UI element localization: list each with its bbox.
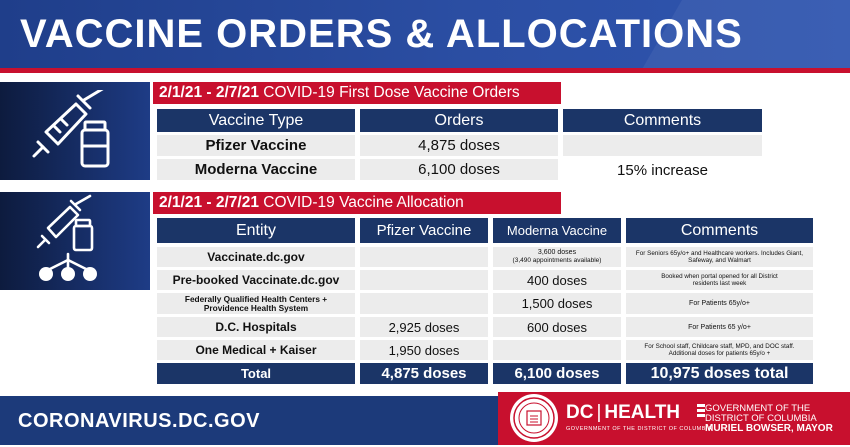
header-divider [0,68,850,73]
header-banner [0,0,850,68]
allocation-row-comments: For School staff, Childcare staff, MPD, and DOC staff. Additional doses for patients 65y/o + [626,340,813,360]
allocation-row-pfizer: 1,950 doses [360,340,488,360]
orders-title: COVID-19 First Dose Vaccine Orders [263,84,520,101]
dc-government-flag-icon [697,404,705,439]
allocation-header-moderna: Moderna Vaccine [493,218,621,243]
gov-line-3: MURIEL BOWSER, MAYOR [705,423,833,434]
orders-row-comments [563,135,762,156]
allocation-total-moderna: 6,100 doses [493,363,621,384]
allocation-row-entity: Vaccinate.dc.gov [157,247,355,267]
gov-line-2: DISTRICT OF COLUMBIA [705,413,817,424]
allocation-row-moderna: 400 doses [493,270,621,290]
orders-header-vaccine-type: Vaccine Type [157,109,355,132]
page-title: VACCINE ORDERS & ALLOCATIONS [20,12,743,56]
allocation-row-comments: For Seniors 65y/o+ and Healthcare workers. Includes Giant, Safeway, and Walmart [626,247,813,267]
allocation-total-comments: 10,975 doses total [626,363,813,384]
dc-health-seal-logo [510,394,558,442]
allocation-header-comments: Comments [626,218,813,243]
syringe-vial-icon-panel [0,82,150,180]
orders-row-type: Pfizer Vaccine [157,135,355,156]
allocation-header-entity: Entity [157,218,355,243]
allocation-row-comments: For Patients 65y/o+ [626,293,813,314]
allocation-row-pfizer [360,293,488,314]
dc-health-logo-dc: DC [566,402,594,423]
allocation-row-pfizer [360,270,488,290]
dc-government-logo [705,404,845,434]
orders-row-orders: 4,875 doses [360,135,558,156]
allocation-row-moderna [493,340,621,360]
dc-health-logo: DC | HEALTH [566,402,681,423]
syringe-icon [24,90,124,172]
allocation-title: COVID-19 Vaccine Allocation [263,194,464,211]
allocation-row-comments: For Patients 65 y/o+ [626,317,813,337]
orders-row-orders: 6,100 doses [360,159,558,180]
allocation-date-range: 2/1/21 - 2/7/21 [159,194,259,211]
distribution-icon [24,194,124,286]
dc-health-subtitle: GOVERNMENT OF THE DISTRICT OF COLUMBIA [566,426,713,432]
footer-url-link[interactable]: CORONAVIRUS.DC.GOV [18,410,260,432]
allocation-row-moderna-doses: 3,600 doses [537,249,577,256]
orders-section-title [153,82,561,104]
allocation-row-moderna: 1,500 doses [493,293,621,314]
allocation-row-moderna: 600 doses [493,317,621,337]
allocation-row-entity: Pre-booked Vaccinate.dc.gov [157,270,355,290]
orders-row-type: Moderna Vaccine [157,159,355,180]
gov-line-1: GOVERNMENT OF THE [705,403,811,414]
allocation-row-pfizer [360,247,488,267]
allocation-row-entity: D.C. Hospitals [157,317,355,337]
allocation-row-moderna-note: (3,490 appointments available) [512,257,602,264]
allocation-header-pfizer: Pfizer Vaccine [360,218,488,243]
allocation-row-pfizer: 2,925 doses [360,317,488,337]
allocation-row-comments: Booked when portal opened for all District residents last week [626,270,813,290]
allocation-row-moderna [493,247,621,267]
allocation-row-entity: Federally Qualified Health Centers + Providence Health System [157,293,355,314]
allocation-section-title [153,192,561,214]
orders-header-comments: Comments [563,109,762,132]
allocation-total-label: Total [157,363,355,384]
allocation-row-entity: One Medical + Kaiser [157,340,355,360]
orders-header-orders: Orders [360,109,558,132]
orders-row-comments: 15% increase [617,162,708,179]
dc-health-logo-health: HEALTH [604,402,681,423]
allocation-total-pfizer: 4,875 doses [360,363,488,384]
allocation-icon-panel [0,192,150,290]
orders-date-range: 2/1/21 - 2/7/21 [159,84,259,101]
